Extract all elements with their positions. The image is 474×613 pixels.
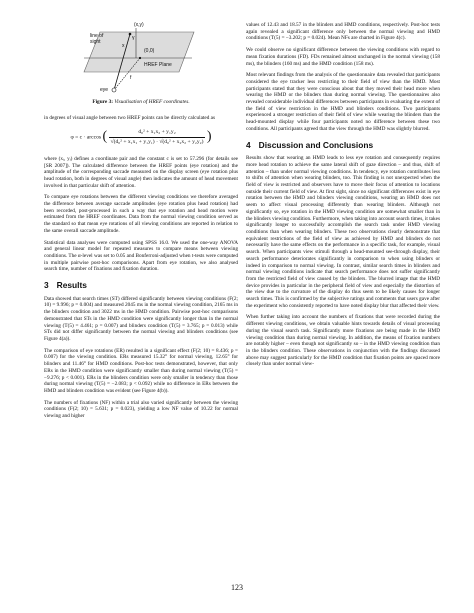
equation-right-paren: ) bbox=[206, 129, 212, 145]
equation-fraction bbox=[109, 129, 206, 145]
paragraph-fixations-cont: values of 12.43 and 18.57 in the blinders and HMD conditions, respectively. Post-hoc tests again revealed a significant difference only between the normal viewing and HMD conditions (T(5) = −3.202; p = 0.024). Mean NFs are charted in Figure 4(c). bbox=[246, 22, 440, 42]
paragraph-fixation-durations: We could observe no significant difference between the viewing conditions with regard to mean fixation durations (FD). FDs remained almost unchanged in the normal viewing (158 ms), the blinders (160 ms) and the HMD condition (158 ms). bbox=[246, 47, 440, 67]
caption-text: Visualisation of HREF coordinates. bbox=[114, 99, 190, 105]
equation-numerator: d₀² + x₁x₂ + y₁y₂ bbox=[109, 129, 206, 138]
line-of-sight-label: line of sight bbox=[90, 33, 104, 45]
caption-label: Figure 3: bbox=[92, 99, 113, 105]
eye-shape bbox=[112, 88, 116, 92]
paragraph-fixations: The numbers of fixations (NF) within a trial also varied significantly between the viewing conditions (F(2; 10) = 5.631; p = 0.023), yielding a low NF value of 10.22 for normal viewing and higher bbox=[44, 399, 238, 420]
href-figure bbox=[44, 22, 238, 96]
results-section-number: 3 bbox=[44, 280, 49, 291]
paragraph-search-times: Data showed that search times (ST) differed significantly between viewing conditions (F(2; 10) = 9.996; p = 0.004) and measured 2045 ms in the normal viewing condition, 2165 ms in the blinders condition and 3022 ms in the HMD condition. Pairwise post-hoc comparisons demonstrated that STs in the HMD condition were significantly longer than in the normal viewing (T(5) = 4.461; p = 0.007) and blinders condition (T(5) = 3.765; p = 0.013) while STs did not differ significantly between the normal viewing and blinders conditions (see Figure 4(a)). bbox=[44, 295, 238, 342]
equation-lhs: φ = c · arccos bbox=[70, 134, 102, 141]
paragraph-compare: To compare eye rotations between the different viewing conditions we therefore averaged the difference between average saccade amplitudes (eye rotation plus head rotation) had been recorded, post-processed in such a way that eye rotation and head motion were estimated from the HREF coordinates. Data from the normal viewing condition served as the standard so that mean eye rotations of all viewing conditions are reported in relation to the same overall saccade amplitude. bbox=[44, 194, 238, 234]
discussion-section-title: Discussion and Conclusions bbox=[258, 139, 374, 150]
paragraph-where: where (xᵢ, yᵢ) defines a coordinate pair and the constant c is set to 57.296 (for details see [SR 2007]). The calculated difference between the HREF points (eye rotation) and the amplitude of the corresponding saccade measured on the display screen (eye rotation plus head rotation, both in degrees of visual angle) then indicates the amount of head movement involved in that particular shift of attention. bbox=[44, 155, 238, 189]
href-diagram bbox=[44, 22, 238, 96]
figure-caption bbox=[44, 99, 238, 106]
paragraph-eye-rotations: The comparison of eye rotations (ER) resulted in a significant effect (F(2; 10) = 8.436; p = 0.007) for the viewing condition. ERs measured 15.32° for normal viewing, 12.65° for blinders and 11.46° for HMD conditions. Post-hoc tests demonstrated, however, that only ERs in the HMD condition were significantly smaller than during normal viewing (T(5) = −9.276; p < 0.001). ERs in the blinders condition were only smaller in tendency than those during normal viewing (T(5) = −2.083; p < 0.092) while no difference in ERs between the HMD and blinders condition was evident (see Figure 4(b)). bbox=[44, 347, 238, 394]
origin-label: (0,0) bbox=[144, 48, 155, 54]
paragraph-stats: Statistical data analyses were computed using SPSS 16.0. We used the one-way ANOVA and general linear model for repeated measures to compare means between viewing conditions. The α-level was set to 0.05 and Bonferroni-adjusted when t-tests were computed in multiple pairwise post-hoc comparisons. Apart from eye rotation, we also analysed search time, number of fixations and fixation duration. bbox=[44, 239, 238, 273]
x-label: x bbox=[122, 43, 125, 49]
f-label: f bbox=[130, 75, 132, 81]
xy-label: (x,y) bbox=[134, 22, 144, 28]
equation-left-paren: ( bbox=[102, 129, 108, 145]
page-number: 123 bbox=[231, 583, 243, 592]
eye-label: eye bbox=[100, 87, 109, 93]
gamma-label: γ bbox=[132, 35, 135, 41]
discussion-heading bbox=[246, 139, 440, 150]
left-column bbox=[44, 22, 238, 425]
discussion-section-number: 4 bbox=[246, 139, 251, 150]
paragraph-intro: in degrees of visual angle between two HREF points can be directly calculated as bbox=[44, 114, 216, 121]
arccos-equation bbox=[44, 129, 238, 145]
right-column bbox=[246, 22, 440, 373]
xy-point bbox=[129, 33, 132, 36]
paragraph-questionnaire: Most relevant findings from the analysis of the questionnaire data revealed that participants considered the eye tracker less restricting to their field of view than the HMD. Most participants stated that they were conscious about that they moved their head more when wearing the HMD or the blinders than during normal viewing. The questionnaires also revealed considerable individual differences between participants in evaluating the extent of the field of view restriction in the HMD and blinders conditions. Two participants experienced a stronger restriction of their field of view while wearing the blinders than the head-mounted display while four participants noted no difference between these two conditions. All participants agreed that the view through the HMD was slightly blurred. bbox=[246, 72, 440, 132]
equation-denominator: √(d₀² + x₁x₁ + y₁y₁) · √(d₀² + x₂x₂ + y₂y₂) bbox=[110, 139, 204, 146]
results-section-title: Results bbox=[56, 280, 87, 291]
paragraph-discussion-2: When further taking into account the numbers of fixations that were recorded during the different viewing conditions, we obtain valuable hints towards details of visual processing during the visual search task. Significantly more fixations are being made in the HMD viewing condition than during normal viewing. In addition, the means of fixation numbers are notably higher – even though not significantly so – in the HMD viewing condition than in the blinders condition. These observations in conjunction with the findings discussed above may suggest particularly for the HMD condition that fixation points are spaced more closely than under normal view- bbox=[246, 314, 440, 368]
paragraph-discussion-1: Results show that wearing an HMD leads to less eye rotation and consequently requires more head rotation to achieve the same lateral shift of gaze direction – and thus, shift of attention – than under normal viewing conditions. In tendency, eye rotation contributes less to shifts of attention when wearing blinders, too. This finding is not unexpected when the field of view is restricted and observers have to move their focus of attention to locations outside their current field of view. At first sight, since no significant differences exist in eye rotation between the HMD and blinders viewing conditions, wearing an HMD does not seem to affect visual processing differently than wearing blinders. Although not significantly so, eye rotation in the HMD viewing condition are somewhat smaller than in the blinders viewing condition. Furthermore, when taking into account search times, it takes significantly longer to successfully accomplish the search task under HMD viewing conditions than when wearing blinders. These two observations clearly demonstrate that equivalent restrictions of the field of view as achieved by HMD and blinders do not necessarily have the same effects on the performance in a specific task, for example, visual search. When participants view stimuli through a head-mounted see-through display, their search performance deteriorates significantly in comparison to when using blinders or indeed in comparison to normal viewing. In contrast, similar search times in blinders and normal viewing conditions indicate that search performance does not suffer significantly from the restricted field of view caused by the blinders. The blurred image that the HMD device provides in particular in the peripheral field of view and especially the distortion of the view due to the curvature of the display do thus seem to be likely causes for longer search times. This is confirmed by the subjective ratings and comments that users gave after the experiment who consistently reported to have noted display blur that affected their view. bbox=[246, 155, 440, 309]
origin-point bbox=[139, 57, 141, 59]
href-plane-label: HREF Plane bbox=[144, 62, 172, 68]
results-heading bbox=[44, 282, 238, 289]
